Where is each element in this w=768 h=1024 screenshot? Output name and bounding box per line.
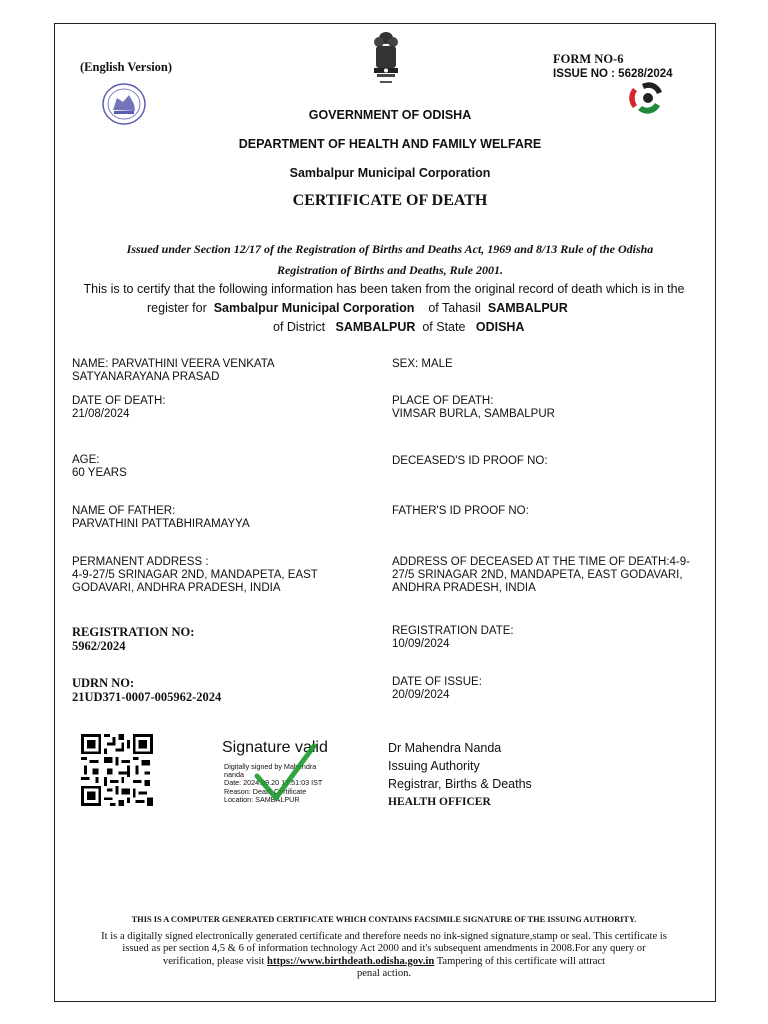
registration-date: REGISTRATION DATE: 10/09/2024: [392, 625, 514, 650]
issue-number: ISSUE NO : 5628/2024: [553, 68, 673, 80]
form-number: FORM NO-6: [553, 52, 624, 66]
signature-valid-check-icon: [254, 742, 318, 808]
verification-link[interactable]: https://www.birthdeath.odisha.gov.in: [267, 955, 435, 967]
corporation-heading: Sambalpur Municipal Corporation: [289, 166, 491, 180]
act-line-1: Issued under Section 12/17 of the Registration of Births and Deaths Act, 1969 and 8/13 Rule of the Odisha: [126, 242, 654, 256]
sex-field: SEX: MALE: [392, 358, 453, 370]
computer-generated-notice: THIS IS A COMPUTER GENERATED CERTIFICATE WHICH CONTAINS FACSIMILE SIGNATURE OF THE ISSUING AUTHORITY.: [131, 915, 637, 924]
certify-statement: This is to certify that the following information has been taken from the original record of death which is in the: [83, 282, 685, 296]
national-emblem-icon: [371, 28, 401, 90]
birth-death-logo-icon: [624, 80, 668, 116]
date-of-issue: DATE OF ISSUE: 20/09/2024: [392, 676, 482, 701]
act-line-2: Registration of Births and Deaths, Rule 2001.: [276, 263, 504, 277]
government-heading: GOVERNMENT OF ODISHA: [308, 108, 472, 122]
register-line: register for Sambalpur Municipal Corporation of Tahasil SAMBALPUR: [147, 301, 568, 315]
english-version-label: (English Version): [80, 60, 173, 74]
deceased-name: NAME: PARVATHINI VEERA VENKATA SATYANARAYANA PRASAD: [72, 358, 275, 383]
certificate-title: CERTIFICATE OF DEATH: [292, 192, 488, 209]
permanent-address: PERMANENT ADDRESS : 4-9-27/5 SRINAGAR 2ND, MANDAPETA, EAST GODAVARI, ANDHRA PRADESH, INDIA: [72, 556, 318, 594]
father-id-proof: FATHER'S ID PROOF NO:: [392, 505, 529, 517]
odisha-seal-icon: [101, 82, 147, 126]
age-field: AGE: 60 YEARS: [72, 454, 127, 479]
authority-name: Dr Mahendra Nanda: [388, 741, 502, 755]
issuing-authority: [388, 739, 532, 811]
deceased-id-proof: DECEASED'S ID PROOF NO:: [392, 455, 548, 467]
footer-disclaimer: It is a digitally signed electronically generated certificate and therefore needs no ink-signed signature,stamp or seal. This certificate is issued as per section 4,5 & 6 of information technology Act 2000 and it's subsequent amendments in 2008.For any query or verification, please visit https://www.birthdeath.odisha.gov.in Tampering of this certificate will attract penal action.: [101, 931, 667, 980]
department-heading: DEPARTMENT OF HEALTH AND FAMILY WELFARE: [238, 137, 542, 151]
father-name: NAME OF FATHER: PARVATHINI PATTABHIRAMAYYA: [72, 505, 250, 530]
qr-code-icon[interactable]: [81, 734, 153, 806]
date-of-death: DATE OF DEATH: 21/08/2024: [72, 395, 166, 420]
signature-status: Signature valid: [222, 739, 328, 756]
authority-role: Issuing Authority: [388, 759, 480, 773]
place-of-death: PLACE OF DEATH: VIMSAR BURLA, SAMBALPUR: [392, 395, 555, 420]
district-line: of District SAMBALPUR of State ODISHA: [273, 320, 525, 334]
authority-officer: HEALTH OFFICER: [388, 796, 491, 808]
registration-number: REGISTRATION NO: 5962/2024: [72, 625, 195, 653]
authority-registrar: Registrar, Births & Deaths: [388, 777, 532, 791]
address-at-death: ADDRESS OF DECEASED AT THE TIME OF DEATH:4-9- 27/5 SRINAGAR 2ND, MANDAPETA, EAST GODAVARI, ANDHRA PRADESH, INDIA: [392, 556, 690, 594]
signature-details: Digitally signed by Mahendra nanda Date: 2024.09.20 17:51:03 IST Reason: Death Certificate Location: SAMBALPUR: [224, 762, 323, 804]
udrn-number: UDRN NO: 21UD371-0007-005962-2024: [72, 676, 222, 704]
